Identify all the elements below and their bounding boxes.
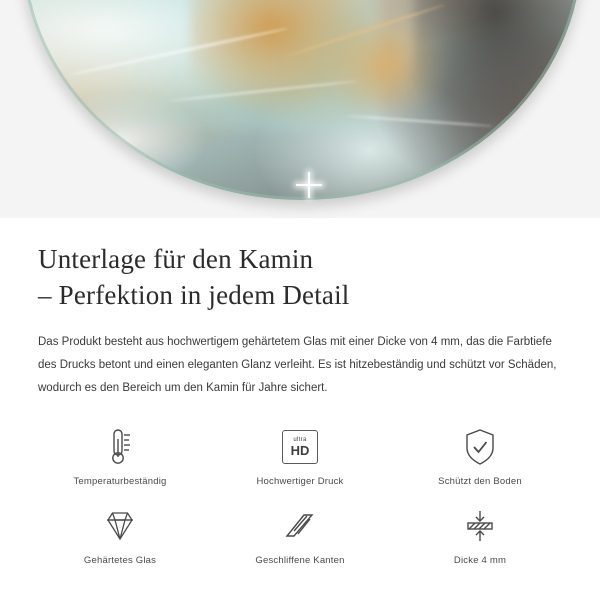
shield-check-icon	[462, 426, 498, 468]
marble-wash-dark	[414, 0, 582, 150]
feature-tempered-glass	[30, 505, 210, 566]
feature-grid	[0, 426, 600, 566]
feature-polished-edges	[210, 505, 390, 566]
thermometer-icon	[103, 426, 137, 468]
feature-label: Temperaturbeständig	[73, 476, 167, 488]
feature-label: Schützt den Boden	[438, 476, 522, 488]
feature-label: Geschliffene Kanten	[255, 555, 345, 567]
description-paragraph: Das Produkt besteht aus hochwertigem gehärtetem Glas mit einer Dicke von 4 mm, das die Farbtiefe des Drucks betont und einen eleganten Glanz verleiht. Es ist hitzebeständig und schützt vor Schäden, wodurch es den Bereich um den Kamin für Jahre sichert.	[38, 336, 557, 395]
page-title	[38, 242, 562, 313]
feature-thickness	[390, 505, 570, 566]
text-content	[0, 218, 600, 400]
feature-label: Hochwertiger Druck	[256, 476, 344, 488]
feature-label: Gehärtetes Glas	[83, 555, 157, 567]
glass-disc-product-photo	[22, 0, 582, 200]
feature-floor-protection	[390, 426, 570, 487]
diamond-icon	[101, 505, 139, 547]
feature-high-quality-print	[210, 426, 390, 487]
ultra-hd-badge-icon	[282, 426, 318, 468]
feature-label: Dicke 4 mm	[453, 555, 507, 567]
polished-edges-icon	[281, 505, 319, 547]
page-title-line-1: Unterlage für den Kamin	[38, 244, 314, 274]
feature-temperature-resistant	[30, 426, 210, 487]
thickness-arrows-icon	[460, 505, 500, 547]
hero-product-image	[0, 0, 600, 218]
badge-top-text: ultra	[293, 437, 307, 444]
badge-bottom-text: HD	[290, 443, 310, 459]
page-title-line-2: – Perfektion in jedem Detail	[38, 279, 350, 310]
